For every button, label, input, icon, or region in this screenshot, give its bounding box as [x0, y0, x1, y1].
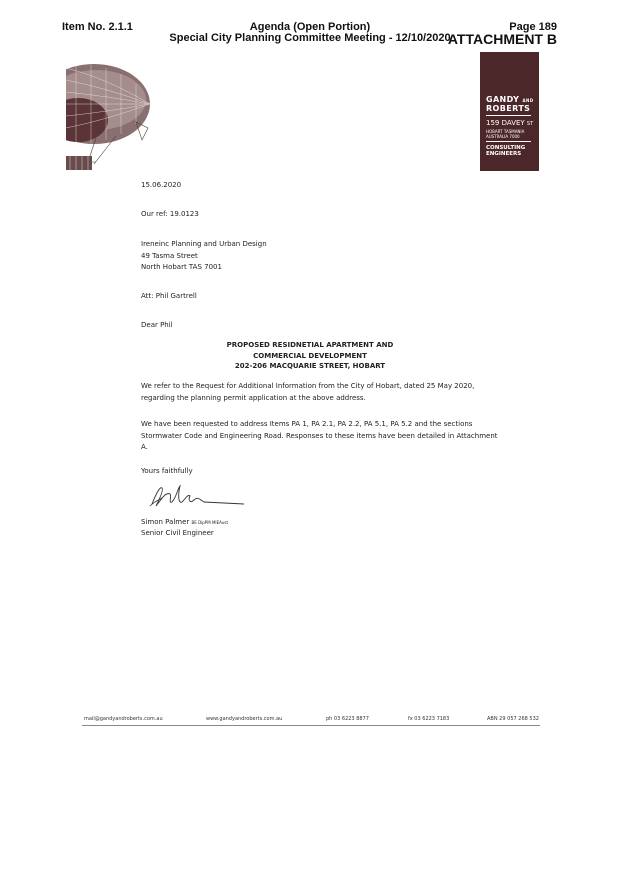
gandy-roberts-logo: GANDY AND ROBERTS 159 DAVEY ST HOBART TASMANIA AUSTRALIA 7000 CONSULTING ENGINEERS — [480, 52, 539, 171]
our-reference: Our ref: 19.0123 — [141, 210, 199, 218]
footer-divider — [82, 725, 540, 726]
letter-date: 15.06.2020 — [141, 181, 182, 189]
page-number: Page 189 — [509, 21, 557, 33]
paragraph-1: We refer to the Request for Additional Information from the City of Hobart, dated 25 May 2020, regarding the planning permit application at the above address. — [141, 382, 475, 402]
signature — [148, 480, 248, 512]
attachment-label: ATTACHMENT B — [447, 31, 557, 47]
subject-heading: PROPOSED RESIDNETIAL APARTMENT AND COMMERCIAL DEVELOPMENT 202-206 MACQUARIE STREET, HOBART — [226, 341, 394, 370]
footer-abn: ABN 29 057 268 532 — [487, 716, 539, 722]
signer-title: Senior Civil Engineer — [141, 529, 214, 537]
footer-email: mail@gandyandroberts.com.au — [84, 716, 163, 722]
agenda-title: Agenda (Open Portion) — [249, 21, 371, 33]
recipient-address: Ireneinc Planning and Urban Design 49 Tasma Street North Hobart TAS 7001 — [141, 240, 267, 271]
closing: Yours faithfully — [141, 467, 193, 475]
airship-illustration — [66, 58, 152, 178]
signer-name-line: Simon Palmer BE DipPM MIEAust — [141, 518, 229, 526]
item-number: Item No. 2.1.1 — [62, 21, 133, 33]
meeting-title: Special City Planning Committee Meeting - 12/10/2020 — [169, 32, 451, 44]
footer-website: www.gandyandroberts.com.au — [206, 716, 283, 722]
attention-line: Att: Phil Gartrell — [141, 292, 197, 300]
paragraph-2: We have been requested to address Items PA 1, PA 2.1, PA 2.2, PA 5.1, PA 5.2 and the sections Stormwater Code and Engineering Road. Responses to these items have been detailed in Attachment A. — [141, 420, 498, 451]
footer-phone: ph 03 6223 8877 — [326, 716, 369, 722]
footer-fax: fx 03 6223 7183 — [408, 716, 450, 722]
salutation: Dear Phil — [141, 321, 173, 329]
